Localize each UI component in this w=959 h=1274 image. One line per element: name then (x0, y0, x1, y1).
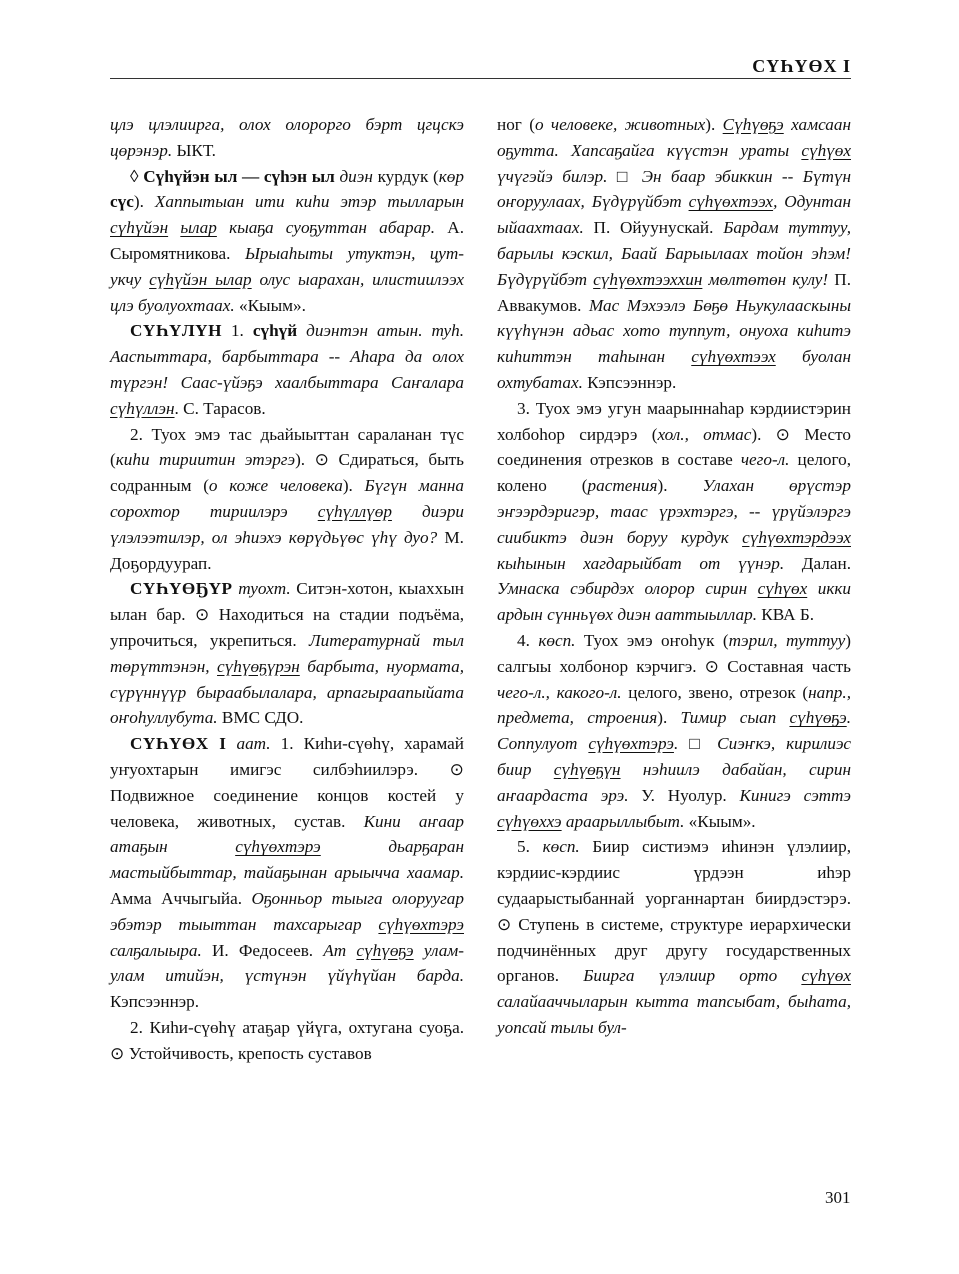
text-run: ЫКТ. (172, 140, 216, 160)
text-run: Кэпсээннэр. (110, 992, 200, 1012)
italic-text: мөлтөтөн кулу! (702, 269, 829, 289)
text-run: целого, колено ( (497, 450, 851, 496)
underlined-example-word: сүһүөх (801, 140, 851, 160)
underlined-example-word: сүһүөхтэрдээх (742, 527, 851, 547)
text-run: 5. (517, 837, 543, 857)
text-run: Ситэн-хотон, кыаххын ылан бар. ⊙ Находиться на стадии подъёма, упрочиться, укрепиться. (110, 579, 464, 650)
text-run: курдук ( (372, 166, 439, 186)
underlined-example-word: сүһүөхтээх (688, 192, 774, 212)
text-run: И. Федосеев. (201, 940, 324, 960)
text-run: КВА Б. (757, 605, 815, 625)
italic-text: чего-л. (740, 450, 790, 470)
text-run: «Кыым». (234, 295, 306, 315)
italic-text: Оҕонньор тыыга олоруугар эбэтэр тыыттан тахсарыгар (110, 888, 464, 934)
italic-text: Биирга үлэлиир орто (583, 966, 802, 986)
underlined-example-word: сүһүөх (801, 966, 851, 986)
text-run: Амма Аччыгыйа. (110, 888, 252, 908)
italic-text (168, 218, 180, 237)
text-run: 1. Киһи-сүөһү, харамай уҥуохтарын имигэс силбэһиилэрэ. ⊙ Подвижное соединение концов костей у человека, животных, сустав. (110, 734, 464, 831)
text-run: 3. Туох эмэ угун маарыннаһар кэрдиистэрин холбоһор сирдэрэ ( (497, 398, 851, 444)
dictionary-entry-paragraph (110, 164, 464, 319)
text-run: ). (133, 192, 155, 212)
underlined-example-word: сүһүөххэ (497, 811, 562, 831)
italic-text: аат. (226, 734, 271, 754)
text-run: . С. Тарасов. (174, 398, 266, 418)
underlined-example-word: сүһүөҕэ (789, 708, 847, 728)
right-column (497, 112, 851, 1041)
italic-text: кыһынын хагдарыйбат от үүнэр. (497, 553, 785, 573)
italic-text: Мас Мэхээлэ Бөҕө Ньукулааскыны күүһүнэн адьас хото туппут, онуоха киһитэ киһиттэн таһынан (497, 295, 851, 367)
underlined-example-word: сүһүөхтээххин (593, 269, 703, 289)
italic-text: буолан охтубатах. (497, 347, 851, 392)
italic-text: икки ардын сүнньүөх диэн ааттыыллар. (497, 579, 851, 625)
text-run: ). (705, 115, 723, 134)
text-run: У. Нуолур. (628, 785, 740, 805)
underlined-example-word: сүһүллүөр (317, 501, 392, 521)
text-run: Далан. (784, 553, 851, 573)
text-run: ). (657, 476, 703, 496)
underlined-example-word: сүһүөҕүн (553, 759, 621, 779)
text-run: ). (342, 476, 365, 496)
text-run: □ (607, 166, 642, 186)
underlined-example-word: сүһүллэн (110, 398, 175, 418)
italic-text: киһи тириитин этэргэ (115, 450, 296, 470)
dictionary-entry-paragraph (497, 112, 851, 396)
text-run: 2. Киһи-сүөһү атаҕар үйүга, охтугана суоҕа. ⊙ Устойчивость, крепость суставов (110, 1017, 464, 1063)
italic-text: үчүгэйэ билэр. (497, 166, 608, 186)
italic-text: Литературнай тыл төрүттэнэн, (110, 630, 464, 676)
running-head (110, 56, 851, 79)
underlined-example-word: сүһүөхтэрэ (378, 914, 464, 934)
italic-text: салайааччыларын кытта тапсыбат, быһата, уопсай тылы бул- (497, 992, 851, 1037)
dictionary-entry-paragraph (110, 731, 464, 1015)
italic-text: Кинигэ сэттэ (739, 785, 852, 805)
dictionary-entry-paragraph (497, 628, 851, 834)
bold-term: сүс (110, 192, 134, 212)
text-run: «Кыым». (684, 811, 756, 831)
italic-text: о человеке, животных (534, 115, 706, 134)
text-run: М. Доҕордуурап. (110, 527, 464, 573)
italic-text: Эн баар эбиккин -- Бүтүн оҥоруулаах, Бүдүрүйбэт (497, 166, 851, 212)
underlined-example-word: сүһүөҕэ (356, 940, 414, 960)
italic-text: диэн (334, 166, 373, 186)
italic-text: араарыллыбыт. (561, 811, 685, 831)
italic-text: Хаппытыан ити киһи этэр тылларын (154, 192, 464, 212)
italic-text: салҕалыыра. (110, 940, 202, 960)
underlined-example-word: сүһүөх (757, 579, 808, 599)
italic-text: нэһиилэ дабайан, сирин аҥаардаста эрэ. (497, 759, 851, 805)
italic-text: хамсаан оҕутта. Хапсаҕайга күүстэн ураты (497, 115, 851, 160)
italic-text: . Соппулуот (497, 708, 851, 754)
headword: СҮҺҮӨҔҮР (130, 579, 233, 599)
underlined-example-word: сүһүөҕүрэн (217, 656, 300, 676)
dictionary-entry-paragraph (110, 422, 464, 577)
italic-text: чего-л., какого-л. (497, 682, 622, 702)
text-run: А. Сыромятникова. (110, 218, 464, 263)
italic-text: туохт. (232, 579, 291, 599)
dictionary-entry-paragraph (110, 1015, 464, 1067)
text-run: ног ( (497, 115, 535, 134)
text-run: П. Аввакумов. (497, 269, 851, 315)
text-run: 2. Туох эмэ тас дьайыыттан сараланан түс ( (110, 424, 464, 470)
italic-text: хол., отмас (657, 424, 752, 444)
underlined-example-word: сүһүйэн ылар (149, 269, 252, 289)
dictionary-entry-paragraph (110, 318, 464, 421)
underlined-example-word: сүһүөхтээх (691, 347, 776, 367)
text-run: ) салгыы холбонор кэрчигэ. ⊙ Составная часть (497, 630, 852, 676)
italic-text: цлэ цлэлиирга, олох олорорго бэрт цгцскэ цөрэнэр. (110, 115, 464, 160)
underlined-example-word: сүһүөхтэрэ (235, 837, 321, 857)
text-run: Туох эмэ оҥоһук ( (575, 630, 729, 650)
page-number: 301 (825, 1188, 851, 1207)
underlined-example-word: Сүһүөҕэ (722, 115, 784, 134)
italic-text: улам-улам итийэн, үстүнэн үйүһүйан барда. (110, 940, 464, 986)
headword: СҮҺҮӨХ I (130, 734, 227, 754)
text-run: ВМС СДО. (217, 708, 304, 728)
italic-text: Улахан өрүстэр эҥээрдэригэр, таас үрэхтэргэ, -- үрүйэлэргэ сиибиктэ диэн боруу курдук (497, 476, 851, 547)
italic-text: Бардам туттуу, барылы кэскил, Баай Барыылаах тойон эһэм! Бүдүрүйбэт (497, 218, 851, 289)
italic-text: Умнаска сэбирдэх олорор сирин (497, 579, 758, 599)
headword: СҮҺҮЛҮН (130, 321, 222, 341)
underlined-example-word: сүһүөхтэрэ (588, 734, 674, 754)
italic-text: дьарҕаран мастыйбыттар, тайаҕынан арыычча хаамар. (110, 837, 464, 883)
italic-text: Сиэҥкэ, кирилиэс биир (497, 734, 851, 779)
text-run: ). (657, 708, 681, 728)
text-run: □ (678, 734, 718, 754)
text-run: целого, звено, отрезок ( (621, 682, 809, 702)
text-run: 1. (221, 321, 253, 341)
dictionary-entry-paragraph (497, 834, 851, 1040)
italic-text: напр., предмета, строения (497, 682, 851, 728)
italic-text: көсп. (538, 630, 576, 650)
left-column (110, 112, 464, 1066)
italic-text: Ат (323, 940, 357, 960)
italic-text: тэрил, туттуу (728, 630, 846, 650)
italic-text: көсп. (542, 837, 580, 857)
text-run: ◊ (130, 166, 144, 186)
italic-text: растения (587, 476, 658, 496)
text-run: ). ⊙ Место соединения отрезков в составе (497, 424, 851, 470)
bold-term: Сүһүйэн ыл — сүһэн ыл (143, 166, 335, 186)
text-run: ). ⊙ Сдираться, быть содранным ( (110, 450, 464, 496)
italic-text: Кини аҥаар атаҕын (110, 811, 464, 857)
italic-text: Тимир сыап (680, 708, 790, 728)
italic-text: барбыта, нуормата, сүрүннүүр быраабылалара, арпагыраапыйата оҥоһуллубута. (110, 656, 464, 728)
italic-text: диэри үлэлээтилэр, ол эһиэхэ көрүдьүөс үһү дуо? (110, 501, 465, 547)
bold-term: сүһүй (252, 321, 298, 341)
dictionary-entry-paragraph (110, 576, 464, 731)
italic-text: кыаҕа суоҕуттан абарар. (216, 218, 436, 238)
text-run: 4. (517, 630, 539, 650)
underlined-example-word: сүһүйэн (110, 218, 169, 238)
italic-text: олус ыарахан, илистиилээх цлэ буолуохтаах. (110, 269, 464, 315)
dictionary-entry-paragraph (497, 396, 851, 628)
italic-text: көр (438, 166, 464, 186)
text-run: Кэпсээннэр. (582, 372, 677, 392)
italic-text: Ырыаһыты утуктэн, цут-укчу (110, 243, 464, 289)
text-run: Биир систиэмэ иһинэн үлэлиир, кэрдиис-кэрдиис үрдээн иһэр судаарыстыбаннай уорганнартан биирдэстэрэ. ⊙ Ступень в системе, структуре иерархически подчинённых друг другу государственных органов. (497, 837, 852, 986)
italic-text: о коже человека (208, 476, 343, 496)
underlined-example-word: ылар (180, 218, 217, 238)
italic-text: . (673, 734, 679, 754)
text-run: П. Ойуунускай. (583, 218, 724, 238)
italic-text: , Одунтан ыйаахтаах. (497, 192, 851, 238)
italic-text: диэнтэн атын. туһ. Ааспыттара, барбыттара -- Аһара да олох түргэн! Саас-үйэҕэ хаалбыттара Саҥалара (110, 321, 464, 392)
italic-text: Бүгүн манна сорохтор тириилэрэ (110, 476, 464, 521)
running-head-title: СҮҺҮӨХ I (752, 56, 851, 76)
dictionary-entry-paragraph (110, 112, 464, 164)
